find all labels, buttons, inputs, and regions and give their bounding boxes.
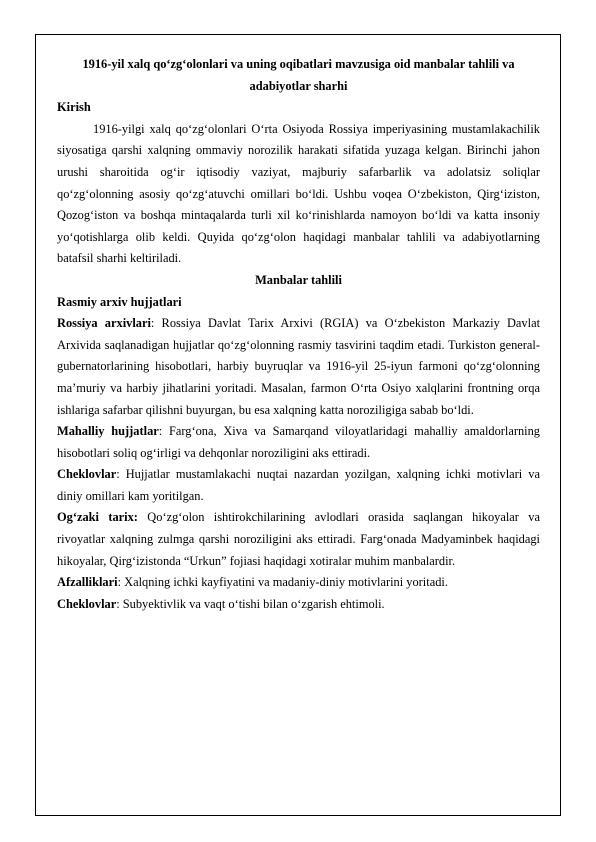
label-limitations: Cheklovlar — [57, 467, 117, 482]
label-local-documents: Mahalliy hujjatlar — [57, 424, 159, 439]
paragraph-limitations — [57, 464, 540, 507]
paragraph-limitations-2 — [57, 594, 540, 616]
paragraph-oral-history — [57, 507, 540, 572]
subsection-heading: Rasmiy arxiv hujjatlari — [57, 294, 182, 309]
text-local-documents: : Farg‘ona, Xiva va Samarqand viloyatlaridagi mahalliy amaldorlarning hisobotlari soliq og‘irligi va dehqonlar noroziligini aks ettiradi. — [57, 424, 540, 460]
text-russian-archives: : Rossiya Davlat Tarix Arxivi (RGIA) va O‘zbekiston Markaziy Davlat Arxivida saqlanadigan hujjatlar qo‘zg‘olonning rasmiy tasvirini taqdim etadi. Turkiston general-gubernatorlarining hisobotlari, harbiy buyruqlar va 1916-yil 25-iyun farmoni qo‘zg‘olonning ma’muriy va harbiy jihatlarini yoritadi. Masalan, farmon O‘rta Osiyo xalqlarini frontning orqa ishlariga safarbar qilishni buyurgan, bu esa xalqning katta noroziligiga sabab bo‘ldi. — [57, 316, 541, 417]
label-advantages: Afzalliklari — [57, 575, 118, 590]
text-advantages: : Xalqning ichki kayfiyatini va madaniy-diniy motivlarini yoritadi. — [117, 575, 448, 590]
document-body — [57, 54, 540, 615]
intro-paragraph: 1916-yilgi xalq qo‘zg‘olonlari O‘rta Osiyoda Rossiya imperiyasining mustamlakachilik siyosatiga qarshi xalqning ommaviy norozilik harakati sifatida yuzaga kelgan. Birinchi jahon urushi sharoitida og‘ir iqtisodiy vaziyat, majburiy safarbarlik va adolatsiz soliqlar qo‘zg‘olonning asosiy qo‘zg‘atuvchi omillari bo‘ldi. Ushbu voqea O‘zbekiston, Qirg‘iziston, Qozog‘iston va boshqa mintaqalarda turli xil ko‘rinishlarda namoyon bo‘ldi va katta insoniy yo‘qotishlarga olib keldi. Quyida qo‘zg‘olon haqidagi manbalar tahlili va adabiyotlarning batafsil sharhi keltiriladi. — [57, 121, 540, 266]
label-russian-archives: Rossiya arxivlari — [57, 316, 151, 331]
paragraph-local-documents — [57, 421, 540, 464]
label-oral-history: Og‘zaki tarix: — [57, 510, 138, 525]
text-limitations-2: : Subyektivlik va vaqt o‘tishi bilan o‘zgarish ehtimoli. — [116, 596, 385, 611]
document-title: 1916-yil xalq qo‘zg‘olonlari va uning oqibatlari mavzusiga oid manbalar tahlili va adabiyotlar sharhi — [82, 57, 515, 93]
text-oral-history: Qo‘zg‘olon ishtirokchilarining avlodlari orasida saqlangan hikoyalar va rivoyatlar xalqning zulmga qarshi noroziligini aks ettiradi. Farg‘onada Madyaminbek haqidagi hikoyalar, Qirg‘izistonda “Urkun” fojiasi haqidagi xotiralar muhim manbalardir. — [57, 510, 540, 568]
section-heading: Manbalar tahlili — [255, 272, 342, 287]
text-limitations: : Hujjatlar mustamlakachi nuqtai nazardan yozilgan, xalqning ichki motivlari va diniy omillari kam yoritilgan. — [57, 467, 540, 503]
paragraph-russian-archives — [57, 313, 540, 421]
label-limitations-2: Cheklovlar — [57, 596, 117, 611]
intro-heading: Kirish — [57, 100, 91, 115]
paragraph-advantages — [57, 572, 540, 594]
